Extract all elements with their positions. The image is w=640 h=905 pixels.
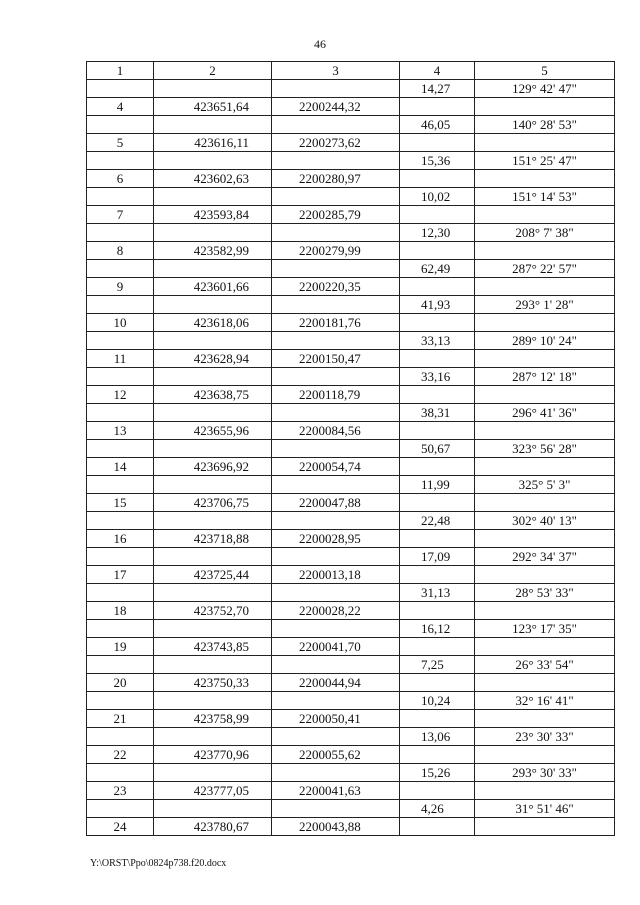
x-coordinate-cell — [154, 188, 272, 206]
x-coordinate-cell: 423780,67 — [154, 818, 272, 836]
x-coordinate-cell: 423651,64 — [154, 98, 272, 116]
y-coordinate-cell: 2200244,32 — [272, 98, 400, 116]
x-coordinate-cell: 423582,99 — [154, 242, 272, 260]
angle-cell: 28° 53' 33" — [475, 584, 615, 602]
y-coordinate-cell — [272, 188, 400, 206]
x-coordinate-cell — [154, 332, 272, 350]
point-cell: 8 — [87, 242, 154, 260]
table-row — [87, 206, 615, 224]
point-cell: 18 — [87, 602, 154, 620]
table-body — [87, 80, 615, 836]
distance-cell: 11,99 — [400, 476, 475, 494]
y-coordinate-cell: 2200084,56 — [272, 422, 400, 440]
table-row — [87, 692, 615, 710]
distance-cell — [400, 494, 475, 512]
y-coordinate-cell — [272, 224, 400, 242]
point-cell: 20 — [87, 674, 154, 692]
x-coordinate-cell: 423725,44 — [154, 566, 272, 584]
distance-cell: 7,25 — [400, 656, 475, 674]
point-cell — [87, 656, 154, 674]
table-row — [87, 656, 615, 674]
distance-cell — [400, 818, 475, 836]
angle-cell: 287° 22' 57" — [475, 260, 615, 278]
point-cell — [87, 548, 154, 566]
point-cell — [87, 332, 154, 350]
x-coordinate-cell — [154, 656, 272, 674]
angle-cell — [475, 134, 615, 152]
angle-cell — [475, 818, 615, 836]
table-row — [87, 764, 615, 782]
column-header-2: 2 — [154, 62, 272, 80]
distance-cell: 14,27 — [400, 80, 475, 98]
point-cell — [87, 224, 154, 242]
point-cell — [87, 296, 154, 314]
y-coordinate-cell: 2200041,63 — [272, 782, 400, 800]
table-row — [87, 170, 615, 188]
table-row — [87, 260, 615, 278]
point-cell: 14 — [87, 458, 154, 476]
x-coordinate-cell — [154, 548, 272, 566]
table-row — [87, 80, 615, 98]
x-coordinate-cell: 423718,88 — [154, 530, 272, 548]
distance-cell: 10,02 — [400, 188, 475, 206]
angle-cell — [475, 170, 615, 188]
x-coordinate-cell: 423638,75 — [154, 386, 272, 404]
angle-cell: 23° 30' 33" — [475, 728, 615, 746]
y-coordinate-cell — [272, 152, 400, 170]
table-row — [87, 602, 615, 620]
angle-cell: 129° 42' 47" — [475, 80, 615, 98]
angle-cell: 293° 30' 33" — [475, 764, 615, 782]
y-coordinate-cell: 2200285,79 — [272, 206, 400, 224]
y-coordinate-cell — [272, 728, 400, 746]
table-row — [87, 818, 615, 836]
x-coordinate-cell: 423706,75 — [154, 494, 272, 512]
x-coordinate-cell: 423696,92 — [154, 458, 272, 476]
angle-cell — [475, 386, 615, 404]
y-coordinate-cell — [272, 404, 400, 422]
table-row — [87, 728, 615, 746]
point-cell: 21 — [87, 710, 154, 728]
distance-cell: 31,13 — [400, 584, 475, 602]
distance-cell — [400, 566, 475, 584]
table-row — [87, 620, 615, 638]
distance-cell — [400, 134, 475, 152]
x-coordinate-cell — [154, 296, 272, 314]
x-coordinate-cell: 423770,96 — [154, 746, 272, 764]
point-cell — [87, 260, 154, 278]
x-coordinate-cell — [154, 440, 272, 458]
x-coordinate-cell: 423752,70 — [154, 602, 272, 620]
distance-cell — [400, 314, 475, 332]
table-row — [87, 440, 615, 458]
table-row — [87, 386, 615, 404]
table-row — [87, 584, 615, 602]
point-cell — [87, 188, 154, 206]
y-coordinate-cell — [272, 656, 400, 674]
x-coordinate-cell — [154, 800, 272, 818]
distance-cell — [400, 170, 475, 188]
angle-cell — [475, 242, 615, 260]
x-coordinate-cell — [154, 260, 272, 278]
point-cell: 23 — [87, 782, 154, 800]
distance-cell: 13,06 — [400, 728, 475, 746]
distance-cell — [400, 530, 475, 548]
table-row — [87, 800, 615, 818]
y-coordinate-cell: 2200013,18 — [272, 566, 400, 584]
point-cell — [87, 440, 154, 458]
distance-cell — [400, 278, 475, 296]
x-coordinate-cell — [154, 224, 272, 242]
table-row — [87, 674, 615, 692]
y-coordinate-cell: 2200044,94 — [272, 674, 400, 692]
angle-cell — [475, 710, 615, 728]
distance-cell: 41,93 — [400, 296, 475, 314]
x-coordinate-cell — [154, 152, 272, 170]
point-cell: 4 — [87, 98, 154, 116]
y-coordinate-cell — [272, 548, 400, 566]
point-cell — [87, 404, 154, 422]
angle-cell — [475, 206, 615, 224]
distance-cell: 46,05 — [400, 116, 475, 134]
point-cell: 15 — [87, 494, 154, 512]
point-cell — [87, 800, 154, 818]
angle-cell: 26° 33' 54" — [475, 656, 615, 674]
angle-cell — [475, 494, 615, 512]
angle-cell — [475, 566, 615, 584]
angle-cell — [475, 458, 615, 476]
y-coordinate-cell — [272, 476, 400, 494]
point-cell — [87, 584, 154, 602]
x-coordinate-cell — [154, 368, 272, 386]
table-row — [87, 332, 615, 350]
point-cell: 22 — [87, 746, 154, 764]
y-coordinate-cell: 2200055,62 — [272, 746, 400, 764]
table-row — [87, 458, 615, 476]
x-coordinate-cell — [154, 512, 272, 530]
table-row — [87, 746, 615, 764]
table-header-row — [87, 62, 615, 80]
table-row — [87, 152, 615, 170]
distance-cell — [400, 206, 475, 224]
x-coordinate-cell — [154, 584, 272, 602]
distance-cell: 12,30 — [400, 224, 475, 242]
y-coordinate-cell — [272, 584, 400, 602]
y-coordinate-cell: 2200280,97 — [272, 170, 400, 188]
point-cell — [87, 368, 154, 386]
column-header-4: 4 — [400, 62, 475, 80]
distance-cell — [400, 638, 475, 656]
table-row — [87, 278, 615, 296]
y-coordinate-cell — [272, 440, 400, 458]
table-row — [87, 350, 615, 368]
y-coordinate-cell — [272, 764, 400, 782]
y-coordinate-cell — [272, 260, 400, 278]
y-coordinate-cell — [272, 80, 400, 98]
table-row — [87, 494, 615, 512]
angle-cell — [475, 746, 615, 764]
distance-cell: 16,12 — [400, 620, 475, 638]
x-coordinate-cell — [154, 404, 272, 422]
y-coordinate-cell: 2200273,62 — [272, 134, 400, 152]
distance-cell: 33,16 — [400, 368, 475, 386]
point-cell — [87, 80, 154, 98]
point-cell: 9 — [87, 278, 154, 296]
x-coordinate-cell: 423743,85 — [154, 638, 272, 656]
x-coordinate-cell — [154, 728, 272, 746]
x-coordinate-cell — [154, 692, 272, 710]
y-coordinate-cell: 2200279,99 — [272, 242, 400, 260]
y-coordinate-cell: 2200028,95 — [272, 530, 400, 548]
distance-cell — [400, 746, 475, 764]
point-cell: 7 — [87, 206, 154, 224]
y-coordinate-cell: 2200050,41 — [272, 710, 400, 728]
x-coordinate-cell: 423602,63 — [154, 170, 272, 188]
table-row — [87, 548, 615, 566]
angle-cell — [475, 278, 615, 296]
distance-cell: 38,31 — [400, 404, 475, 422]
distance-cell: 10,24 — [400, 692, 475, 710]
angle-cell: 289° 10' 24" — [475, 332, 615, 350]
table-row — [87, 422, 615, 440]
angle-cell: 293° 1' 28" — [475, 296, 615, 314]
point-cell — [87, 476, 154, 494]
point-cell — [87, 512, 154, 530]
table-row — [87, 188, 615, 206]
x-coordinate-cell: 423655,96 — [154, 422, 272, 440]
x-coordinate-cell — [154, 620, 272, 638]
angle-cell: 325° 5' 3" — [475, 476, 615, 494]
distance-cell: 33,13 — [400, 332, 475, 350]
x-coordinate-cell — [154, 80, 272, 98]
x-coordinate-cell — [154, 116, 272, 134]
point-cell — [87, 152, 154, 170]
point-cell: 16 — [87, 530, 154, 548]
y-coordinate-cell: 2200118,79 — [272, 386, 400, 404]
angle-cell: 287° 12' 18" — [475, 368, 615, 386]
angle-cell: 302° 40' 13" — [475, 512, 615, 530]
distance-cell — [400, 422, 475, 440]
angle-cell — [475, 602, 615, 620]
x-coordinate-cell: 423750,33 — [154, 674, 272, 692]
table-row — [87, 404, 615, 422]
angle-cell — [475, 674, 615, 692]
y-coordinate-cell: 2200220,35 — [272, 278, 400, 296]
distance-cell: 15,26 — [400, 764, 475, 782]
point-cell: 19 — [87, 638, 154, 656]
angle-cell — [475, 782, 615, 800]
table-row — [87, 134, 615, 152]
distance-cell — [400, 242, 475, 260]
distance-cell — [400, 386, 475, 404]
x-coordinate-cell: 423777,05 — [154, 782, 272, 800]
point-cell: 10 — [87, 314, 154, 332]
angle-cell: 296° 41' 36" — [475, 404, 615, 422]
distance-cell — [400, 458, 475, 476]
column-header-3: 3 — [272, 62, 400, 80]
x-coordinate-cell — [154, 476, 272, 494]
angle-cell: 323° 56' 28" — [475, 440, 615, 458]
page-number: 46 — [314, 37, 326, 51]
table-row — [87, 296, 615, 314]
distance-cell — [400, 674, 475, 692]
column-header-1: 1 — [87, 62, 154, 80]
point-cell: 5 — [87, 134, 154, 152]
column-header-5: 5 — [475, 62, 615, 80]
table-row — [87, 566, 615, 584]
distance-cell: 50,67 — [400, 440, 475, 458]
point-cell: 12 — [87, 386, 154, 404]
y-coordinate-cell: 2200181,76 — [272, 314, 400, 332]
distance-cell — [400, 350, 475, 368]
point-cell: 24 — [87, 818, 154, 836]
table-row — [87, 710, 615, 728]
angle-cell — [475, 314, 615, 332]
table-row — [87, 242, 615, 260]
angle-cell: 32° 16' 41" — [475, 692, 615, 710]
table-row — [87, 116, 615, 134]
point-cell — [87, 728, 154, 746]
table-row — [87, 638, 615, 656]
angle-cell: 140° 28' 53" — [475, 116, 615, 134]
point-cell: 13 — [87, 422, 154, 440]
y-coordinate-cell — [272, 368, 400, 386]
point-cell — [87, 692, 154, 710]
y-coordinate-cell: 2200041,70 — [272, 638, 400, 656]
x-coordinate-cell: 423593,84 — [154, 206, 272, 224]
distance-cell: 62,49 — [400, 260, 475, 278]
table-row — [87, 368, 615, 386]
x-coordinate-cell: 423758,99 — [154, 710, 272, 728]
x-coordinate-cell: 423601,66 — [154, 278, 272, 296]
table-row — [87, 314, 615, 332]
distance-cell: 17,09 — [400, 548, 475, 566]
distance-cell — [400, 98, 475, 116]
angle-cell: 151° 25' 47" — [475, 152, 615, 170]
table-row — [87, 476, 615, 494]
y-coordinate-cell: 2200150,47 — [272, 350, 400, 368]
angle-cell: 208° 7' 38" — [475, 224, 615, 242]
angle-cell — [475, 98, 615, 116]
table-row — [87, 224, 615, 242]
x-coordinate-cell: 423618,06 — [154, 314, 272, 332]
y-coordinate-cell: 2200054,74 — [272, 458, 400, 476]
angle-cell: 123° 17' 35" — [475, 620, 615, 638]
coordinates-table — [86, 61, 615, 836]
angle-cell: 31° 51' 46" — [475, 800, 615, 818]
y-coordinate-cell — [272, 116, 400, 134]
x-coordinate-cell: 423628,94 — [154, 350, 272, 368]
distance-cell — [400, 602, 475, 620]
angle-cell: 292° 34' 37" — [475, 548, 615, 566]
distance-cell: 22,48 — [400, 512, 475, 530]
point-cell: 11 — [87, 350, 154, 368]
angle-cell: 151° 14' 53" — [475, 188, 615, 206]
point-cell — [87, 764, 154, 782]
distance-cell: 4,26 — [400, 800, 475, 818]
point-cell — [87, 116, 154, 134]
distance-cell — [400, 710, 475, 728]
y-coordinate-cell — [272, 800, 400, 818]
y-coordinate-cell: 2200028,22 — [272, 602, 400, 620]
y-coordinate-cell — [272, 332, 400, 350]
angle-cell — [475, 350, 615, 368]
point-cell: 6 — [87, 170, 154, 188]
table-row — [87, 512, 615, 530]
distance-cell — [400, 782, 475, 800]
point-cell — [87, 620, 154, 638]
y-coordinate-cell: 2200047,88 — [272, 494, 400, 512]
distance-cell: 15,36 — [400, 152, 475, 170]
y-coordinate-cell — [272, 512, 400, 530]
y-coordinate-cell: 2200043,88 — [272, 818, 400, 836]
angle-cell — [475, 422, 615, 440]
x-coordinate-cell — [154, 764, 272, 782]
table-row — [87, 98, 615, 116]
table-row — [87, 530, 615, 548]
angle-cell — [475, 638, 615, 656]
point-cell: 17 — [87, 566, 154, 584]
footer-file-path: Y:\ORST\Ppo\0824p738.f20.docx — [90, 858, 227, 869]
x-coordinate-cell: 423616,11 — [154, 134, 272, 152]
y-coordinate-cell — [272, 296, 400, 314]
y-coordinate-cell — [272, 692, 400, 710]
table-row — [87, 782, 615, 800]
angle-cell — [475, 530, 615, 548]
y-coordinate-cell — [272, 620, 400, 638]
